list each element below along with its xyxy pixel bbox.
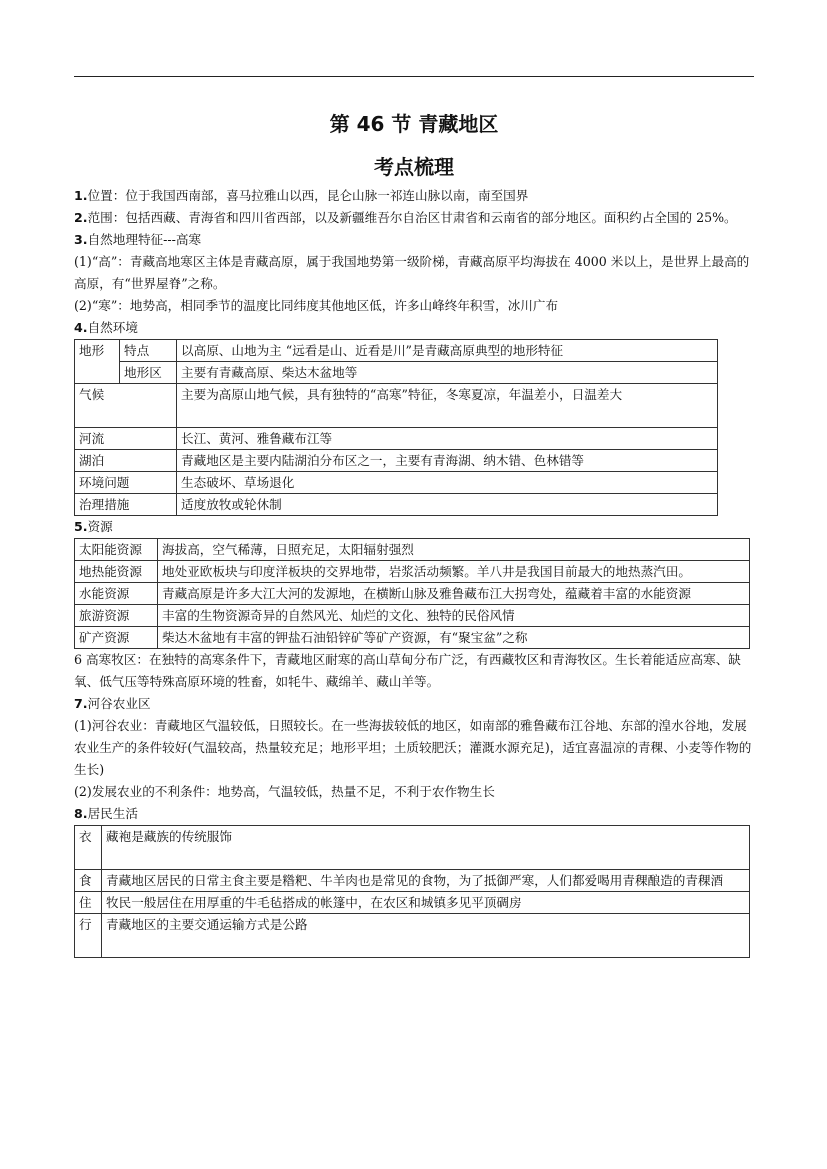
table-row <box>75 428 718 450</box>
header-rule <box>74 76 754 77</box>
page-title: 第 46 节 青藏地区 <box>329 112 499 136</box>
content-body <box>74 185 754 958</box>
table-row <box>75 826 750 870</box>
table-row <box>75 450 718 472</box>
cell-house-text: 牧民一般居住在用厚重的牛毛毡搭成的帐篷中，在农区和城镇多见平顶碉房 <box>102 892 750 914</box>
cell-geo-text: 地处亚欧板块与印度洋板块的交界地带，岩浆活动频繁。羊八井是我国目前最大的地热蒸汽田。 <box>158 561 750 583</box>
resources-table <box>74 538 750 649</box>
cell-food-text: 青藏地区居民的日常主食主要是糌粑、牛羊肉也是常见的食物，为了抵御严寒，人们都爱喝用青稞酿造的青稞酒 <box>102 870 750 892</box>
cell-mineral: 矿产资源 <box>75 627 158 649</box>
table-row <box>75 583 750 605</box>
cell-climate-text: 主要为高原山地气候，具有独特的“高寒”特征，冬寒夏凉，年温差小，日温差大 <box>177 384 718 428</box>
item-pastoral: 6 高寒牧区：在独特的高寒条件下，青藏地区耐寒的高山草甸分布广泛，有西藏牧区和青海牧区。生长着能适应高寒、缺氧、低气压等特殊高原环境的牲畜，如牦牛、藏绵羊、藏山羊等。 <box>74 652 741 689</box>
cell-food: 食 <box>75 870 102 892</box>
cell-cloth: 衣 <box>75 826 102 870</box>
cell-climate: 气候 <box>75 384 177 428</box>
cell-geo: 地热能资源 <box>75 561 158 583</box>
cell-region: 地形区 <box>120 362 177 384</box>
item-scope: 2.范围：包括西藏、青海省和四川省西部，以及新疆维吾尔自治区甘肃省和云南省的部分地区。面积约占全国的 25%。 <box>74 210 737 225</box>
cell-rivers: 河流 <box>75 428 177 450</box>
item-physical-features: 3.自然地理特征---高寒 <box>74 232 202 247</box>
cell-house: 住 <box>75 892 102 914</box>
item-nature-heading: 4.自然环境 <box>74 320 138 335</box>
item-agri-paragraph-2: (2)发展农业的不利条件：地势高，气温较低，热量不足，不利于农作物生长 <box>74 784 495 799</box>
page-subtitle: 考点梳理 <box>374 155 454 179</box>
table-row <box>75 605 750 627</box>
nature-table <box>74 339 718 516</box>
cell-mineral-text: 柴达木盆地有丰富的钾盐石油铅锌矿等矿产资源，有“聚宝盆”之称 <box>158 627 750 649</box>
item-agri-heading: 7.河谷农业区 <box>74 696 151 711</box>
cell-travel-text: 青藏地区的主要交通运输方式是公路 <box>102 914 750 958</box>
table-row <box>75 494 718 516</box>
item-life-heading: 8.居民生活 <box>74 806 138 821</box>
cell-feature-text: 以高原、山地为主 “远看是山、近看是川”是青藏高原典型的地形特征 <box>177 340 718 362</box>
table-row <box>75 472 718 494</box>
cell-tour: 旅游资源 <box>75 605 158 627</box>
item-high-paragraph: (1)“高”：青藏高地寒区主体是青藏高原，属于我国地势第一级阶梯，青藏高原平均海拔在 4000 米以上，是世界上最高的高原，有“世界屋脊”之称。 <box>74 254 750 291</box>
item-agri-paragraph-1: (1)河谷农业：青藏地区气温较低，日照较长。在一些海拔较低的地区，如南部的雅鲁藏布江谷地、东部的湟水谷地，发展农业生产的条件较好(气温较高，热量较充足；地形平坦；土质较肥沃；灌溉水源充足)，适宜喜温凉的青稞、小麦等作物的生长) <box>74 718 752 777</box>
cell-lakes-text: 青藏地区是主要内陆湖泊分布区之一，主要有青海湖、纳木错、色林错等 <box>177 450 718 472</box>
cell-measures-text: 适度放牧或轮休制 <box>177 494 718 516</box>
table-row <box>75 892 750 914</box>
cell-tour-text: 丰富的生物资源奇异的自然风光、灿烂的文化、独特的民俗风情 <box>158 605 750 627</box>
item-cold-paragraph: (2)“寒”：地势高，相同季节的温度比同纬度其他地区低，许多山峰终年积雪，冰川广布 <box>74 298 559 313</box>
table-row <box>75 340 718 362</box>
table-row <box>75 914 750 958</box>
table-row <box>75 539 750 561</box>
cell-travel: 行 <box>75 914 102 958</box>
cell-lakes: 湖泊 <box>75 450 177 472</box>
cell-hydro-text: 青藏高原是许多大江大河的发源地，在横断山脉及雅鲁藏布江大拐弯处，蕴藏着丰富的水能资源 <box>158 583 750 605</box>
table-row <box>75 627 750 649</box>
cell-cloth-text: 藏袍是藏族的传统服饰 <box>102 826 750 870</box>
cell-solar-text: 海拔高，空气稀薄，日照充足，太阳辐射强烈 <box>158 539 750 561</box>
item-location: 1.位置：位于我国西南部，喜马拉雅山以西，昆仑山脉一祁连山脉以南，南至国界 <box>74 188 529 203</box>
cell-region-text: 主要有青藏高原、柴达木盆地等 <box>177 362 718 384</box>
cell-terrain: 地形 <box>75 340 120 384</box>
cell-feature: 特点 <box>120 340 177 362</box>
cell-rivers-text: 长江、黄河、雅鲁藏布江等 <box>177 428 718 450</box>
cell-hydro: 水能资源 <box>75 583 158 605</box>
life-table <box>74 825 750 958</box>
table-row <box>75 362 718 384</box>
table-row <box>75 870 750 892</box>
item-resources-heading: 5.资源 <box>74 519 113 534</box>
cell-solar: 太阳能资源 <box>75 539 158 561</box>
table-row <box>75 561 750 583</box>
cell-measures: 治理措施 <box>75 494 177 516</box>
table-row <box>75 384 718 428</box>
cell-env: 环境问题 <box>75 472 177 494</box>
cell-env-text: 生态破坏、草场退化 <box>177 472 718 494</box>
